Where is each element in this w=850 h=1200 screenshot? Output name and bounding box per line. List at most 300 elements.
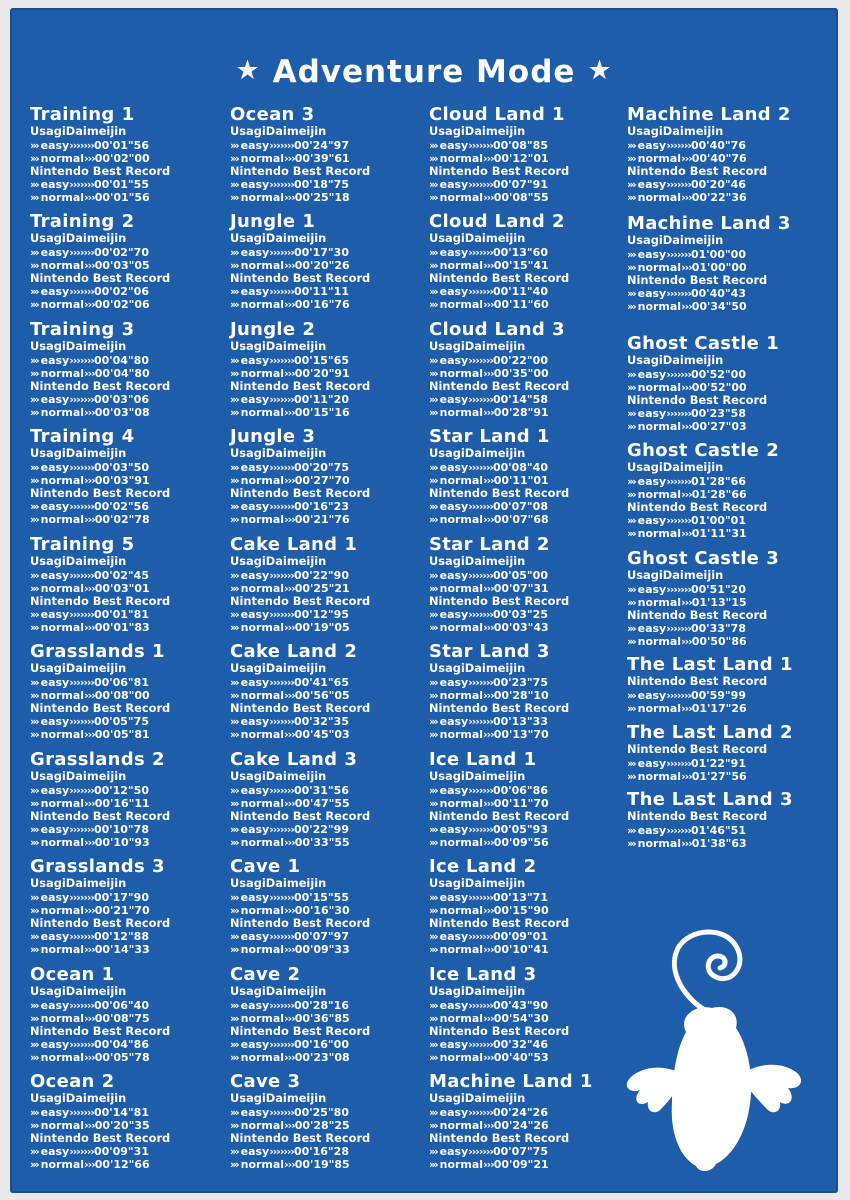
normal-time: 00'47"55 [294,796,350,810]
arrow-icon: ››› [30,366,38,380]
stage-number: 3 [552,319,565,340]
stage-name-text: Grasslands [30,856,145,877]
easy-label: easy [439,1105,469,1119]
stage-name-text: Training [30,534,115,555]
easy-time: 00'24"26 [492,1105,548,1119]
stage-block [627,789,793,850]
normal-time: 00'07"68 [493,513,549,526]
easy-time: 00'22"90 [293,568,349,582]
best-record-label: Nintendo Best Record [627,392,768,407]
arrow-icon: ››› [230,1038,238,1051]
normal-time: 00'39"61 [294,151,350,165]
best-record-label: Nintendo Best Record [30,378,171,393]
leader-dots: ››› [284,943,295,956]
normal-label: normal [439,1118,484,1132]
arrow-icon: ››› [429,890,437,904]
arrow-icon: ››› [230,715,238,728]
easy-time-row [429,285,569,298]
stage-block [429,319,569,419]
normal-time: 00'15"90 [493,903,549,917]
record-holder-label: UsagiDaimeijin [429,984,526,998]
easy-time-row [627,689,793,702]
normal-time: 00'19"05 [294,621,350,634]
easy-label: easy [240,998,270,1012]
easy-time: 00'06"86 [492,783,548,797]
normal-label: normal [240,688,285,702]
normal-time: 00'45"03 [294,728,350,741]
arrow-icon: ››› [230,890,238,904]
stage-block [230,641,370,741]
easy-time: 01'00"00 [690,247,746,261]
arrow-icon: ››› [627,688,635,702]
best-record-label: Nintendo Best Record [230,700,371,715]
normal-time-row [30,689,170,702]
stage-number: 2 [523,856,537,877]
easy-time: 00'13"60 [492,245,548,259]
easy-time: 00'11"20 [293,393,349,406]
normal-time-row [429,836,569,849]
leader-dots: ››› [284,1158,295,1171]
normal-label: normal [439,903,484,917]
normal-time: 01'28"66 [691,487,747,501]
easy-time-row [627,824,793,837]
leader-dots: ››››››› [468,138,493,152]
leader-dots: ››› [483,406,494,419]
stage-name-text: Star Land [429,426,530,447]
record-holder-label: UsagiDaimeijin [429,339,526,353]
normal-time: 00'05"81 [94,728,150,741]
leader-dots: ››››››› [69,1038,94,1051]
arrow-icon: ››› [230,1051,238,1064]
normal-time: 00'56"05 [294,688,350,702]
leader-dots: ››››››› [69,1105,94,1119]
normal-time-row [230,367,370,380]
record-holder-label: UsagiDaimeijin [429,661,526,675]
arrow-icon: ››› [230,930,238,943]
normal-time: 00'15"16 [294,406,350,419]
normal-time: 00'10"41 [493,943,549,956]
arrow-icon: ››› [627,823,635,837]
easy-time-row [30,1106,170,1119]
leader-dots: ››››››› [69,393,94,406]
leader-dots: ››› [483,258,494,272]
leader-dots: ››››››› [269,353,294,367]
easy-time: 00'13"71 [492,890,548,904]
arrow-icon: ››› [230,688,238,702]
stage-title [30,641,170,662]
easy-time: 00'12"95 [293,608,349,621]
easy-time-row [429,139,569,152]
leader-dots: ››››››› [269,783,294,797]
arrow-icon: ››› [30,836,38,849]
easy-label: easy [240,568,270,582]
normal-time-row [429,474,569,487]
easy-time-row [627,139,791,152]
arrow-icon: ››› [429,473,437,487]
leader-dots: ››› [284,406,295,419]
stage-number: 3 [301,104,315,125]
easy-time: 00'05"00 [492,568,548,582]
stage-title [30,319,170,340]
normal-time-row [30,191,170,204]
normal-label: normal [40,688,85,702]
arrow-icon: ››› [230,258,238,272]
normal-time-row [429,621,569,634]
stage-name-text: Cloud Land [429,211,546,232]
arrow-icon: ››› [429,138,437,152]
stage-name-text: The Last Land [627,654,773,675]
stage-title [30,104,170,125]
record-holder-label: UsagiDaimeijin [230,339,327,353]
arrow-icon: ››› [230,406,238,419]
stage-name-text: Grasslands [30,641,145,662]
normal-label: normal [637,380,682,394]
stage-name-text: Ghost Castle [627,333,760,354]
normal-time: 00'27"03 [691,420,747,433]
leader-dots: ››››››› [269,1038,294,1051]
record-holder-label: UsagiDaimeijin [30,1091,127,1105]
stage-number: 1 [121,104,135,125]
arrow-icon: ››› [230,473,238,487]
easy-label: easy [240,675,270,689]
leader-dots: ››› [681,635,692,648]
leader-dots: ››› [483,191,494,204]
arrow-icon: ››› [230,1145,238,1158]
arrow-icon: ››› [627,595,635,609]
leader-dots: ››› [681,300,692,313]
easy-time: 00'03"50 [93,460,149,474]
stage-title [30,1071,170,1092]
leader-dots: ››››››› [468,393,493,406]
easy-label: easy [40,500,70,513]
stage-title [627,333,779,354]
arrow-icon: ››› [230,151,238,165]
leader-dots: ››› [84,688,95,702]
arrow-icon: ››› [429,715,437,728]
stage-block [30,426,170,526]
leader-dots: ››› [483,903,494,917]
stage-number: 2 [552,211,565,232]
stage-title [230,1071,370,1092]
normal-time-row [30,1119,170,1132]
leader-dots: ››››››› [69,783,94,797]
arrow-icon: ››› [429,1038,437,1051]
leader-dots: ››› [84,473,95,487]
leader-dots: ››››››› [666,178,691,191]
stage-name-text: Ghost Castle [627,440,760,461]
normal-time: 00'35"00 [493,366,549,380]
arrow-icon: ››› [429,943,437,956]
stage-name-text: Ice Land [429,964,517,985]
easy-time: 00'04"86 [93,1038,149,1051]
easy-time-row [30,461,170,474]
normal-label: normal [637,260,682,274]
best-record-label: Nintendo Best Record [230,593,371,608]
normal-time: 00'04"80 [94,366,150,380]
easy-time: 00'22"00 [492,353,548,367]
leader-dots: ››››››› [69,138,94,152]
stage-number: 3 [121,319,135,340]
best-record-label: Nintendo Best Record [230,485,371,500]
arrow-icon: ››› [30,393,38,406]
arrow-icon: ››› [30,903,38,917]
stage-block [230,1071,370,1171]
easy-time: 00'09"01 [492,930,548,943]
easy-time-row [627,514,779,527]
easy-time-row [30,1145,170,1158]
leader-dots: ››››››› [468,285,493,298]
best-record-label: Nintendo Best Record [627,163,768,178]
easy-time: 00'15"65 [293,353,349,367]
leader-dots: ››› [284,258,295,272]
leader-dots: ››››››› [468,460,493,474]
stage-block [30,534,170,634]
stage-number: 2 [302,319,316,340]
leader-dots: ››› [483,796,494,810]
arrow-icon: ››› [30,998,38,1012]
easy-time-row [230,569,370,582]
normal-time-row [230,836,370,849]
leader-dots: ››››››› [69,608,94,621]
easy-label: easy [240,285,270,298]
easy-time: 00'40"76 [690,138,746,152]
leader-dots: ››››››› [269,930,294,943]
normal-label: normal [240,473,285,487]
easy-label: easy [40,178,70,191]
easy-time: 00'17"90 [93,890,149,904]
easy-label: easy [240,783,270,797]
stage-title [429,426,569,447]
normal-time: 00'54"30 [493,1011,549,1025]
leader-dots: ››››››› [69,998,94,1012]
best-record-label: Nintendo Best Record [429,808,570,823]
stage-title [627,654,793,675]
easy-time-row [230,999,370,1012]
normal-label: normal [637,635,682,648]
normal-label: normal [439,513,484,526]
stage-title [429,641,569,662]
best-record-label: Nintendo Best Record [230,1023,371,1038]
normal-label: normal [637,769,682,783]
best-record-label: Nintendo Best Record [429,1023,570,1038]
leader-dots: ››› [284,728,295,741]
stage-number: 3 [536,641,550,662]
easy-time-row [230,891,370,904]
easy-time: 00'06"40 [93,998,149,1012]
normal-label: normal [439,621,484,634]
arrow-icon: ››› [30,285,38,298]
normal-time: 01'11"31 [691,527,747,540]
stage-block [230,211,370,311]
easy-time-row [30,500,170,513]
normal-label: normal [240,191,285,204]
easy-time: 00'18"75 [293,178,349,191]
normal-label: normal [240,728,285,741]
leader-dots: ››› [84,258,95,272]
normal-label: normal [439,836,484,849]
best-record-label: Nintendo Best Record [230,915,371,930]
normal-time-row [30,1051,170,1064]
leader-dots: ››››››› [468,1105,493,1119]
leader-dots: ››››››› [69,890,94,904]
normal-time: 00'01"56 [94,191,150,204]
arrow-icon: ››› [30,783,38,797]
stage-title [30,211,170,232]
stage-number: 3 [344,749,358,770]
normal-time-row [627,596,779,609]
stage-number: 1 [151,641,165,662]
easy-label: easy [240,930,270,943]
normal-time: 00'50"86 [691,635,747,648]
record-holder-label: UsagiDaimeijin [30,231,127,245]
easy-time-row [230,285,370,298]
leader-dots: ››››››› [468,608,493,621]
leader-dots: ››› [84,1158,95,1171]
easy-label: easy [637,247,667,261]
leader-dots: ››››››› [666,582,691,596]
arrow-icon: ››› [429,513,437,526]
easy-time: 01'28"66 [690,474,746,488]
arrow-icon: ››› [30,728,38,741]
normal-time-row [627,261,791,274]
best-record-label: Nintendo Best Record [627,272,768,287]
leader-dots: ››››››› [666,688,691,702]
best-record-label: Nintendo Best Record [429,1130,570,1145]
stage-number: 1 [536,426,550,447]
stage-number: 2 [287,964,301,985]
easy-time: 00'16"23 [293,500,349,513]
arrow-icon: ››› [30,258,38,272]
stage-title [429,856,569,877]
easy-label: easy [40,460,70,474]
arrow-icon: ››› [230,1118,238,1132]
arrow-icon: ››› [230,581,238,595]
normal-time-row [627,527,779,540]
stage-title [429,749,569,770]
easy-time: 00'01"55 [93,178,149,191]
easy-label: easy [439,393,469,406]
stage-name-text: Ocean [230,104,295,125]
normal-label: normal [439,473,484,487]
normal-time-row [230,621,370,634]
normal-label: normal [240,1011,285,1025]
stage-name-text: Machine Land [627,104,771,125]
normal-label: normal [439,151,484,165]
easy-time: 00'02"06 [93,285,149,298]
normal-label: normal [240,581,285,595]
leader-dots: ››› [284,473,295,487]
arrow-icon: ››› [627,836,635,850]
normal-label: normal [637,527,682,540]
leader-dots: ››› [84,581,95,595]
leader-dots: ››››››› [269,500,294,513]
stage-number: 3 [151,856,165,877]
easy-time-row [30,784,170,797]
normal-time: 00'28"91 [493,406,549,419]
arrow-icon: ››› [627,527,635,540]
normal-label: normal [40,191,85,204]
normal-time-row [30,621,170,634]
easy-time: 00'04"80 [93,353,149,367]
leader-dots: ››››››› [69,285,94,298]
easy-time-row [429,715,569,728]
normal-time-row [230,152,370,165]
normal-time-row [230,728,370,741]
easy-time-row [429,500,569,513]
leader-dots: ››› [483,1051,494,1064]
arrow-icon: ››› [429,581,437,595]
easy-time-row [30,715,170,728]
easy-time-row [429,891,569,904]
record-holder-label: UsagiDaimeijin [627,460,724,474]
normal-time-row [230,259,370,272]
normal-time: 00'20"35 [94,1118,150,1132]
record-holder-label: UsagiDaimeijin [230,661,327,675]
leader-dots: ››› [284,366,295,380]
normal-label: normal [240,258,285,272]
normal-time-row [429,259,569,272]
stage-number: 1 [579,1071,593,1092]
stage-number: 1 [766,333,780,354]
normal-time: 00'40"53 [493,1051,549,1064]
normal-label: normal [40,728,85,741]
leader-dots: ››› [483,1011,494,1025]
best-record-label: Nintendo Best Record [429,163,570,178]
easy-label: easy [637,287,667,300]
normal-time: 00'25"18 [294,191,350,204]
stage-name-text: Cloud Land [429,319,546,340]
normal-time: 00'07"31 [493,581,549,595]
arrow-icon: ››› [230,460,238,474]
stage-title [230,104,370,125]
stage-block [429,749,569,849]
stage-block [627,104,791,204]
normal-label: normal [439,1158,484,1171]
normal-time: 00'27"70 [294,473,350,487]
arrow-icon: ››› [30,406,38,419]
leader-dots: ››››››› [666,474,691,488]
arrow-icon: ››› [230,366,238,380]
easy-label: easy [40,998,70,1012]
easy-label: easy [439,715,469,728]
leader-dots: ››› [681,420,692,433]
stage-number: 3 [777,213,791,234]
stage-block [627,213,791,313]
stage-number: 2 [766,440,780,461]
arrow-icon: ››› [230,285,238,298]
easy-time: 00'02"70 [93,245,149,259]
normal-time: 00'02"06 [94,298,150,311]
normal-time-row [627,420,779,433]
arrow-icon: ››› [429,258,437,272]
arrow-icon: ››› [30,796,38,810]
stage-title [429,104,569,125]
record-holder-label: UsagiDaimeijin [627,233,724,247]
leader-dots: ››› [84,366,95,380]
best-record-label: Nintendo Best Record [230,378,371,393]
normal-time-row [627,152,791,165]
arrow-icon: ››› [429,298,437,311]
stage-title [230,856,370,877]
record-holder-label: UsagiDaimeijin [429,554,526,568]
easy-time-row [429,461,569,474]
normal-time-row [429,582,569,595]
leader-dots: ››› [284,298,295,311]
easy-time-row [230,1106,370,1119]
normal-time: 00'13"70 [493,728,549,741]
normal-time: 00'16"11 [94,796,150,810]
page-title [10,54,838,90]
